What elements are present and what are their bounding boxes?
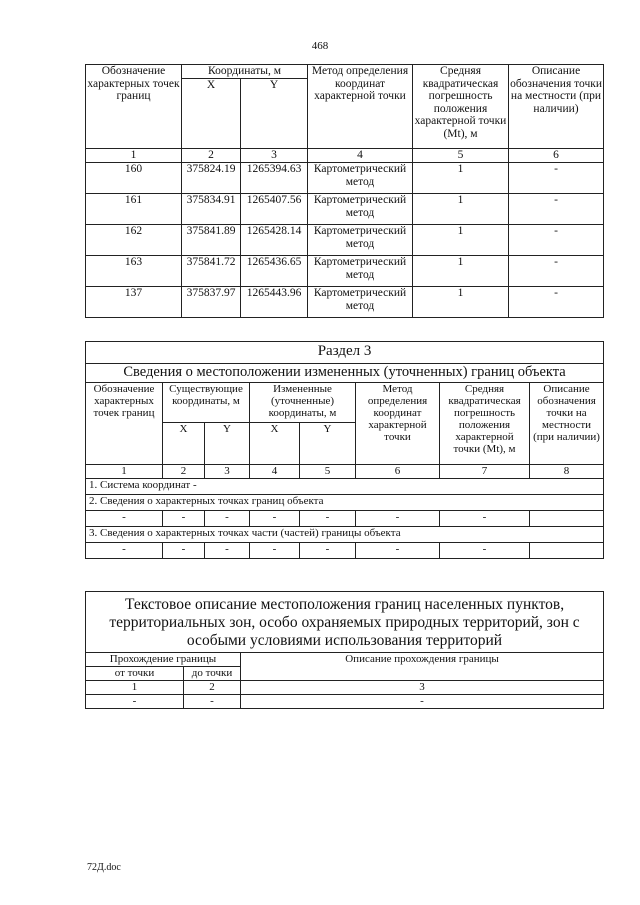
col-num: 2: [182, 149, 241, 163]
header-to-point: до точки: [184, 667, 241, 681]
table-row: [86, 225, 604, 256]
description: -: [509, 225, 604, 256]
method: Картометрический метод: [308, 287, 413, 318]
boundary-points-line: 2. Сведения о характерных точках границ объекта: [86, 495, 604, 511]
dash-cell: -: [86, 695, 184, 709]
description: -: [509, 256, 604, 287]
method: Картометрический метод: [308, 163, 413, 194]
point-id: 163: [86, 256, 182, 287]
col-num: 1: [86, 149, 182, 163]
dash-cell: -: [300, 543, 356, 559]
description: -: [509, 287, 604, 318]
header-x: X: [182, 79, 241, 149]
col-num: 6: [509, 149, 604, 163]
col-num: 1: [86, 681, 184, 695]
coord-x: 375837.97: [182, 287, 241, 318]
coord-y: 1265394.63: [241, 163, 308, 194]
header-y: Y: [241, 79, 308, 149]
coord-x: 375824.19: [182, 163, 241, 194]
dash-cell: -: [241, 695, 604, 709]
error-mt: 1: [413, 194, 509, 225]
col-num: 1: [86, 465, 163, 479]
error-mt: 1: [413, 163, 509, 194]
col-num: 3: [241, 149, 308, 163]
coord-x: 375841.72: [182, 256, 241, 287]
text-description-title: Текстовое описание местоположения границ населенных пунктов, территориальных зон, особо охраняемых природных территорий, зон с особыми условиями использования территорий: [86, 592, 604, 653]
header-x: X: [250, 423, 300, 465]
header-designation: Обозначение характерных точек границ: [86, 383, 163, 465]
coord-y: 1265428.14: [241, 225, 308, 256]
col-num: 2: [184, 681, 241, 695]
header-x: X: [163, 423, 205, 465]
col-num: 4: [250, 465, 300, 479]
dash-cell: -: [86, 511, 163, 527]
header-description: Описание обозначения точки на местности (при наличии): [530, 383, 604, 465]
coord-x: 375841.89: [182, 225, 241, 256]
col-num: 2: [163, 465, 205, 479]
coordinate-system-line: 1. Система координат -: [86, 479, 604, 495]
dash-cell: -: [205, 543, 250, 559]
table-row: [86, 287, 604, 318]
col-num: 3: [241, 681, 604, 695]
description: -: [509, 163, 604, 194]
dash-cell: -: [86, 543, 163, 559]
page-number: 468: [311, 40, 329, 52]
col-num: 5: [300, 465, 356, 479]
coord-y: 1265443.96: [241, 287, 308, 318]
error-mt: 1: [413, 256, 509, 287]
col-num: 4: [308, 149, 413, 163]
dash-cell: [530, 511, 604, 527]
col-num: 5: [413, 149, 509, 163]
table-row: [86, 256, 604, 287]
header-passage: Прохождение границы: [86, 653, 241, 667]
coord-y: 1265407.56: [241, 194, 308, 225]
dash-cell: -: [300, 511, 356, 527]
header-method: Метод определения координат характерной точки: [356, 383, 440, 465]
error-mt: 1: [413, 225, 509, 256]
header-existing-coords: Существующие координаты, м: [163, 383, 250, 423]
dash-cell: -: [356, 543, 440, 559]
point-id: 160: [86, 163, 182, 194]
header-y: Y: [300, 423, 356, 465]
section3-table: [85, 341, 604, 559]
section-title: Раздел 3: [86, 342, 604, 364]
header-method: Метод определения координат характерной точки: [308, 65, 413, 149]
point-id: 137: [86, 287, 182, 318]
section-subtitle: Сведения о местоположении измененных (уточненных) границ объекта: [86, 364, 604, 383]
dash-cell: -: [163, 543, 205, 559]
point-id: 161: [86, 194, 182, 225]
table-row: [86, 163, 604, 194]
footer-filename: 72Д.doc: [87, 862, 121, 873]
error-mt: 1: [413, 287, 509, 318]
dash-cell: -: [205, 511, 250, 527]
coord-y: 1265436.65: [241, 256, 308, 287]
boundary-parts-line: 3. Сведения о характерных точках части (частей) границы объекта: [86, 527, 604, 543]
header-description: Описание обозначения точки на местности (при наличии): [509, 65, 604, 149]
method: Картометрический метод: [308, 225, 413, 256]
point-id: 162: [86, 225, 182, 256]
col-num: 7: [440, 465, 530, 479]
header-y: Y: [205, 423, 250, 465]
text-description-table: [85, 591, 604, 709]
description: -: [509, 194, 604, 225]
coord-x: 375834.91: [182, 194, 241, 225]
table-row: [86, 695, 604, 709]
method: Картометрический метод: [308, 256, 413, 287]
dash-cell: [530, 543, 604, 559]
col-num: 3: [205, 465, 250, 479]
dash-cell: -: [250, 543, 300, 559]
col-num: 8: [530, 465, 604, 479]
header-designation: Обозначение характерных точек границ: [86, 65, 182, 149]
table-row: [86, 543, 604, 559]
header-from-point: от точки: [86, 667, 184, 681]
dash-cell: -: [250, 511, 300, 527]
col-num: 6: [356, 465, 440, 479]
dash-cell: -: [356, 511, 440, 527]
dash-cell: -: [184, 695, 241, 709]
dash-cell: -: [163, 511, 205, 527]
header-error: Средняя квадратическая погрешность положения характерной точки (Mt), м: [440, 383, 530, 465]
table-row: [86, 511, 604, 527]
coordinates-table: [85, 64, 604, 318]
header-changed-coords: Измененные (уточненные) координаты, м: [250, 383, 356, 423]
table-row: [86, 194, 604, 225]
method: Картометрический метод: [308, 194, 413, 225]
dash-cell: -: [440, 543, 530, 559]
header-passage-description: Описание прохождения границы: [241, 653, 604, 681]
dash-cell: -: [440, 511, 530, 527]
header-error: Средняя квадратическая погрешность положения характерной точки (Mt), м: [413, 65, 509, 149]
header-coordinates: Координаты, м: [182, 65, 308, 79]
